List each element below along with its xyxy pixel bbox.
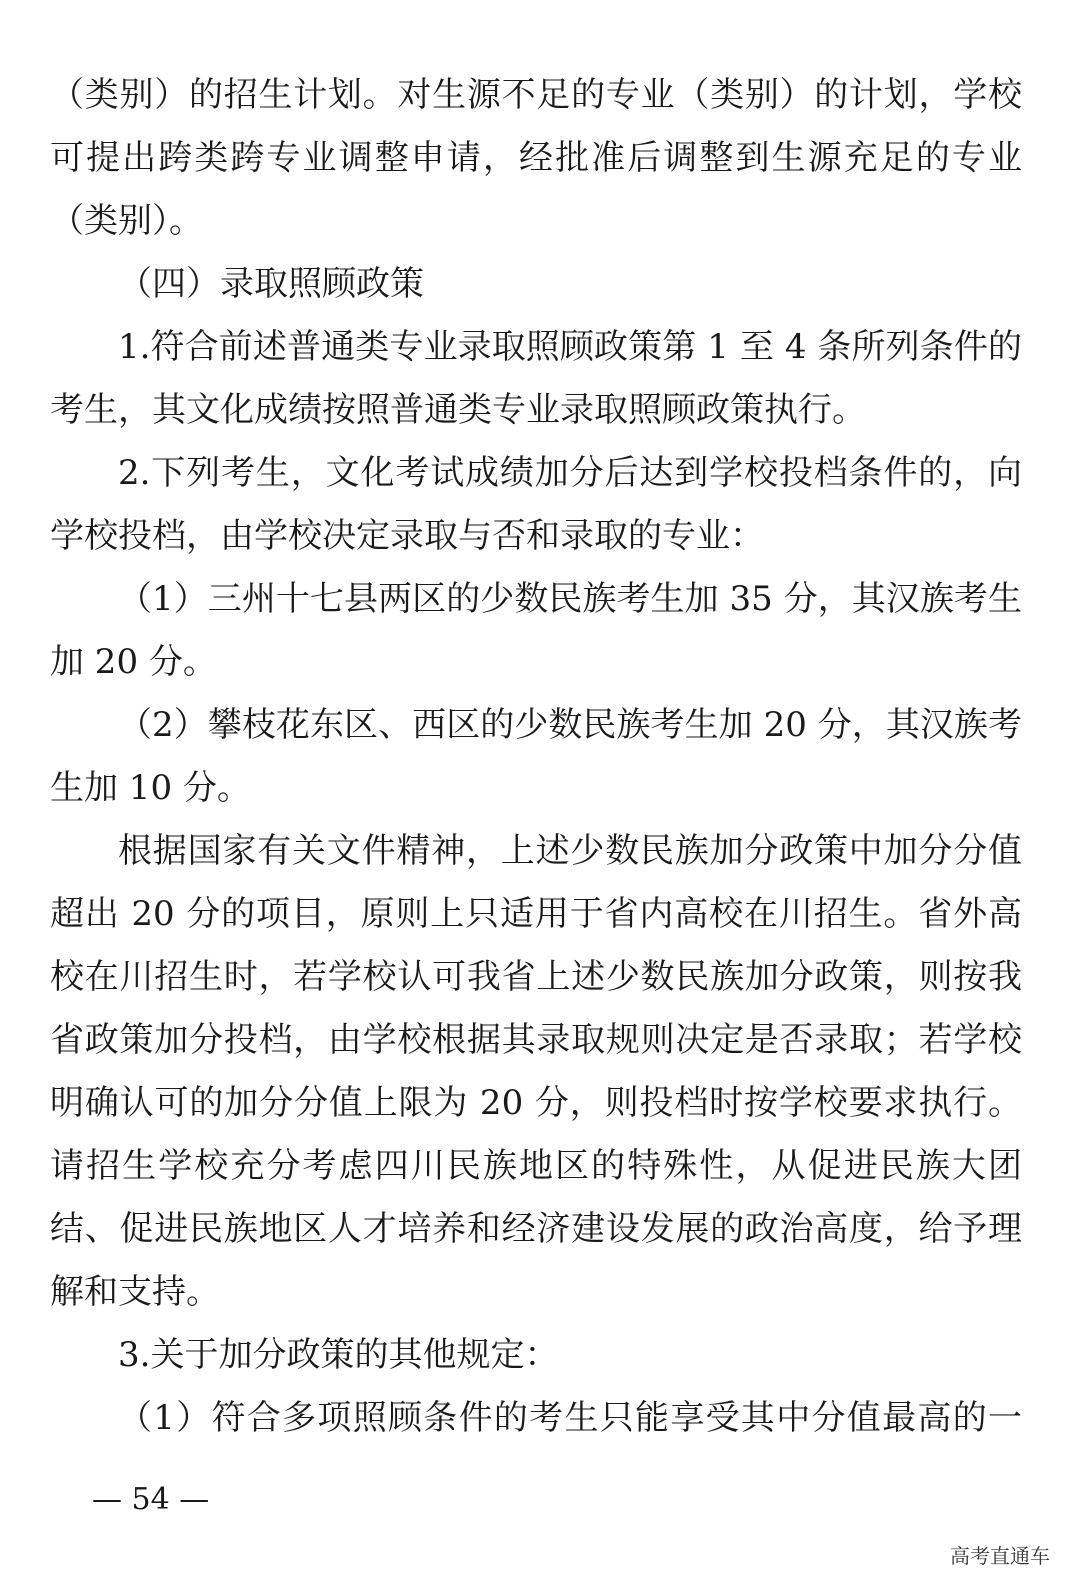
text-line: 可提出跨类跨专业调整申请，经批准后调整到生源充足的专业 bbox=[50, 138, 1022, 178]
text-line: （四）录取照顾政策 bbox=[118, 264, 424, 304]
text-line: （1）符合多项照顾条件的考生只能享受其中分值最高的一 bbox=[118, 1398, 1022, 1438]
text-line: 生加 10 分。 bbox=[50, 768, 251, 808]
text-line: （2）攀枝花东区、西区的少数民族考生加 20 分，其汉族考 bbox=[118, 705, 1022, 745]
text-line: 3.关于加分政策的其他规定： bbox=[118, 1335, 559, 1375]
text-line: 校在川招生时，若学校认可我省上述少数民族加分政策，则按我 bbox=[50, 957, 1022, 997]
text-line: 明确认可的加分分值上限为 20 分，则投档时按学校要求执行。 bbox=[50, 1083, 1022, 1123]
text-line: 2.下列考生，文化考试成绩加分后达到学校投档条件的，向 bbox=[118, 453, 1022, 493]
text-line: 根据国家有关文件精神，上述少数民族加分政策中加分分值 bbox=[118, 831, 1022, 871]
text-line: 解和支持。 bbox=[50, 1272, 220, 1312]
text-line: 考生，其文化成绩按照普通类专业录取照顾政策执行。 bbox=[50, 390, 866, 430]
text-line: 结、促进民族地区人才培养和经济建设发展的政治高度，给予理 bbox=[50, 1209, 1022, 1249]
text-line: 1.符合前述普通类专业录取照顾政策第 1 至 4 条所列条件的 bbox=[118, 327, 1022, 367]
document-body bbox=[50, 64, 1022, 1450]
page-number: — 54 — bbox=[92, 1482, 210, 1517]
text-line: （类别）。 bbox=[50, 201, 203, 241]
text-line: （1）三州十七县两区的少数民族考生加 35 分，其汉族考生 bbox=[118, 579, 1022, 619]
text-line: 请招生学校充分考虑四川民族地区的特殊性，从促进民族大团 bbox=[50, 1146, 1022, 1186]
text-line: 省政策加分投档，由学校根据其录取规则决定是否录取；若学校 bbox=[50, 1020, 1022, 1060]
text-line: 加 20 分。 bbox=[50, 642, 217, 682]
text-line: 超出 20 分的项目，原则上只适用于省内高校在川招生。省外高 bbox=[50, 894, 1022, 934]
text-line: （类别）的招生计划。对生源不足的专业（类别）的计划，学校 bbox=[50, 75, 1022, 115]
watermark-text: 高考直通车 bbox=[950, 1544, 1050, 1568]
text-line: 学校投档，由学校决定录取与否和录取的专业： bbox=[50, 516, 764, 556]
